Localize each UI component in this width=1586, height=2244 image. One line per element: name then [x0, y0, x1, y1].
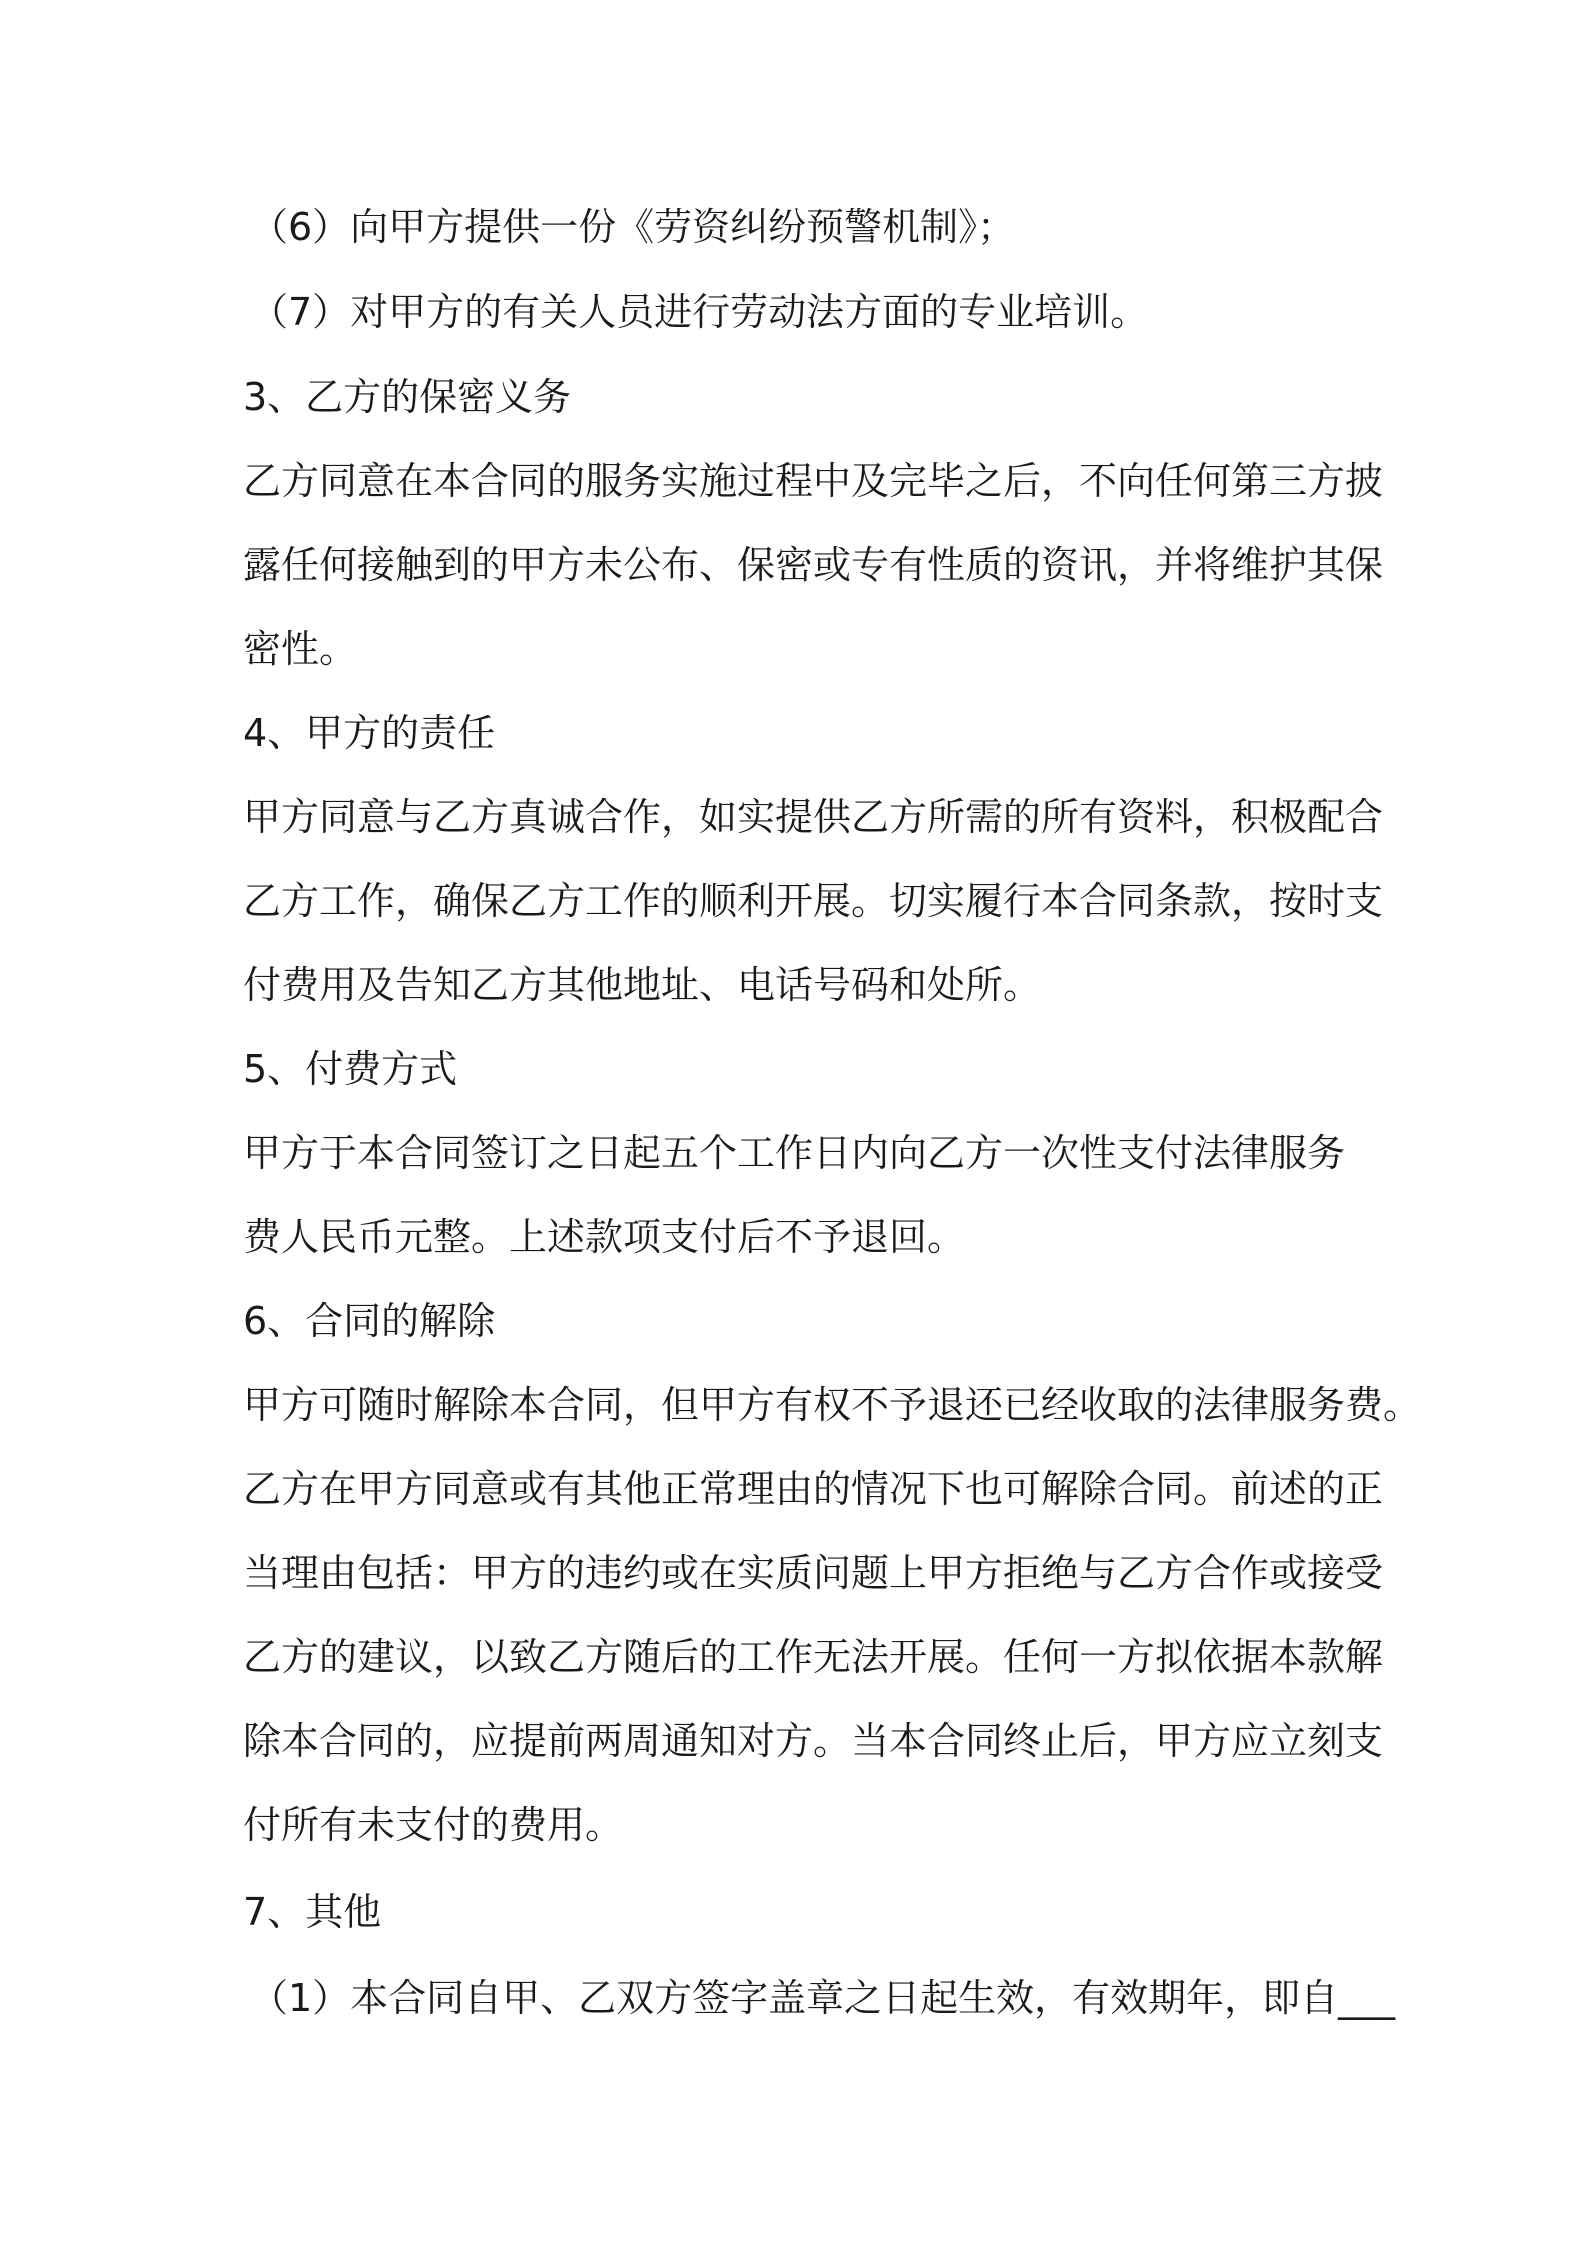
- section-6-paragraph-line: 甲方可随时解除本合同，但甲方有权不予退还已经收取的法律服务费。: [243, 1383, 1422, 1427]
- section-6-heading: 6、合同的解除: [243, 1299, 496, 1343]
- section-5-paragraph-line: 费人民币元整。上述款项支付后不予退回。: [243, 1215, 966, 1259]
- section-3-heading: 3、乙方的保密义务: [243, 375, 572, 419]
- section-6-paragraph-line: 除本合同的，应提前两周通知对方。当本合同终止后，甲方应立刻支: [243, 1719, 1384, 1763]
- section-3-paragraph-line: 乙方同意在本合同的服务实施过程中及完毕之后，不向任何第三方披: [243, 459, 1384, 503]
- section-6-paragraph-line: 当理由包括：甲方的违约或在实质问题上甲方拒绝与乙方合作或接受: [243, 1551, 1384, 1595]
- section-4-paragraph-line: 乙方工作，确保乙方工作的顺利开展。切实履行本合同条款，按时支: [243, 879, 1384, 923]
- section-5-paragraph-line: 甲方于本合同签订之日起五个工作日内向乙方一次性支付法律服务: [243, 1131, 1346, 1175]
- section-4-paragraph-line: 甲方同意与乙方真诚合作，如实提供乙方所需的所有资料，积极配合: [243, 795, 1384, 839]
- section-3-paragraph-line: 露任何接触到的甲方未公布、保密或专有性质的资讯，并将维护其保: [243, 543, 1384, 587]
- section-3-paragraph-line: 密性。: [243, 627, 358, 671]
- section-7-item-1-text: （1）本合同自甲、乙双方签字盖章之日起生效，有效期年，即自___: [250, 1976, 1396, 2020]
- section-5-heading: 5、付费方式: [243, 1047, 458, 1091]
- section-7-heading: 7、其他: [243, 1890, 382, 1934]
- section-6-paragraph-line: 付所有未支付的费用。: [243, 1803, 624, 1847]
- section-6-paragraph-line: 乙方在甲方同意或有其他正常理由的情况下也可解除合同。前述的正: [243, 1467, 1384, 1511]
- item-7-text: （7）对甲方的有关人员进行劳动法方面的专业培训。: [250, 290, 1149, 334]
- item-6-text: （6）向甲方提供一份《劳资纠纷预警机制》；: [250, 205, 1016, 249]
- section-4-paragraph-line: 付费用及告知乙方其他地址、电话号码和处所。: [243, 963, 1042, 1007]
- section-4-heading: 4、甲方的责任: [243, 711, 496, 755]
- section-6-paragraph-line: 乙方的建议，以致乙方随后的工作无法开展。任何一方拟依据本款解: [243, 1635, 1384, 1679]
